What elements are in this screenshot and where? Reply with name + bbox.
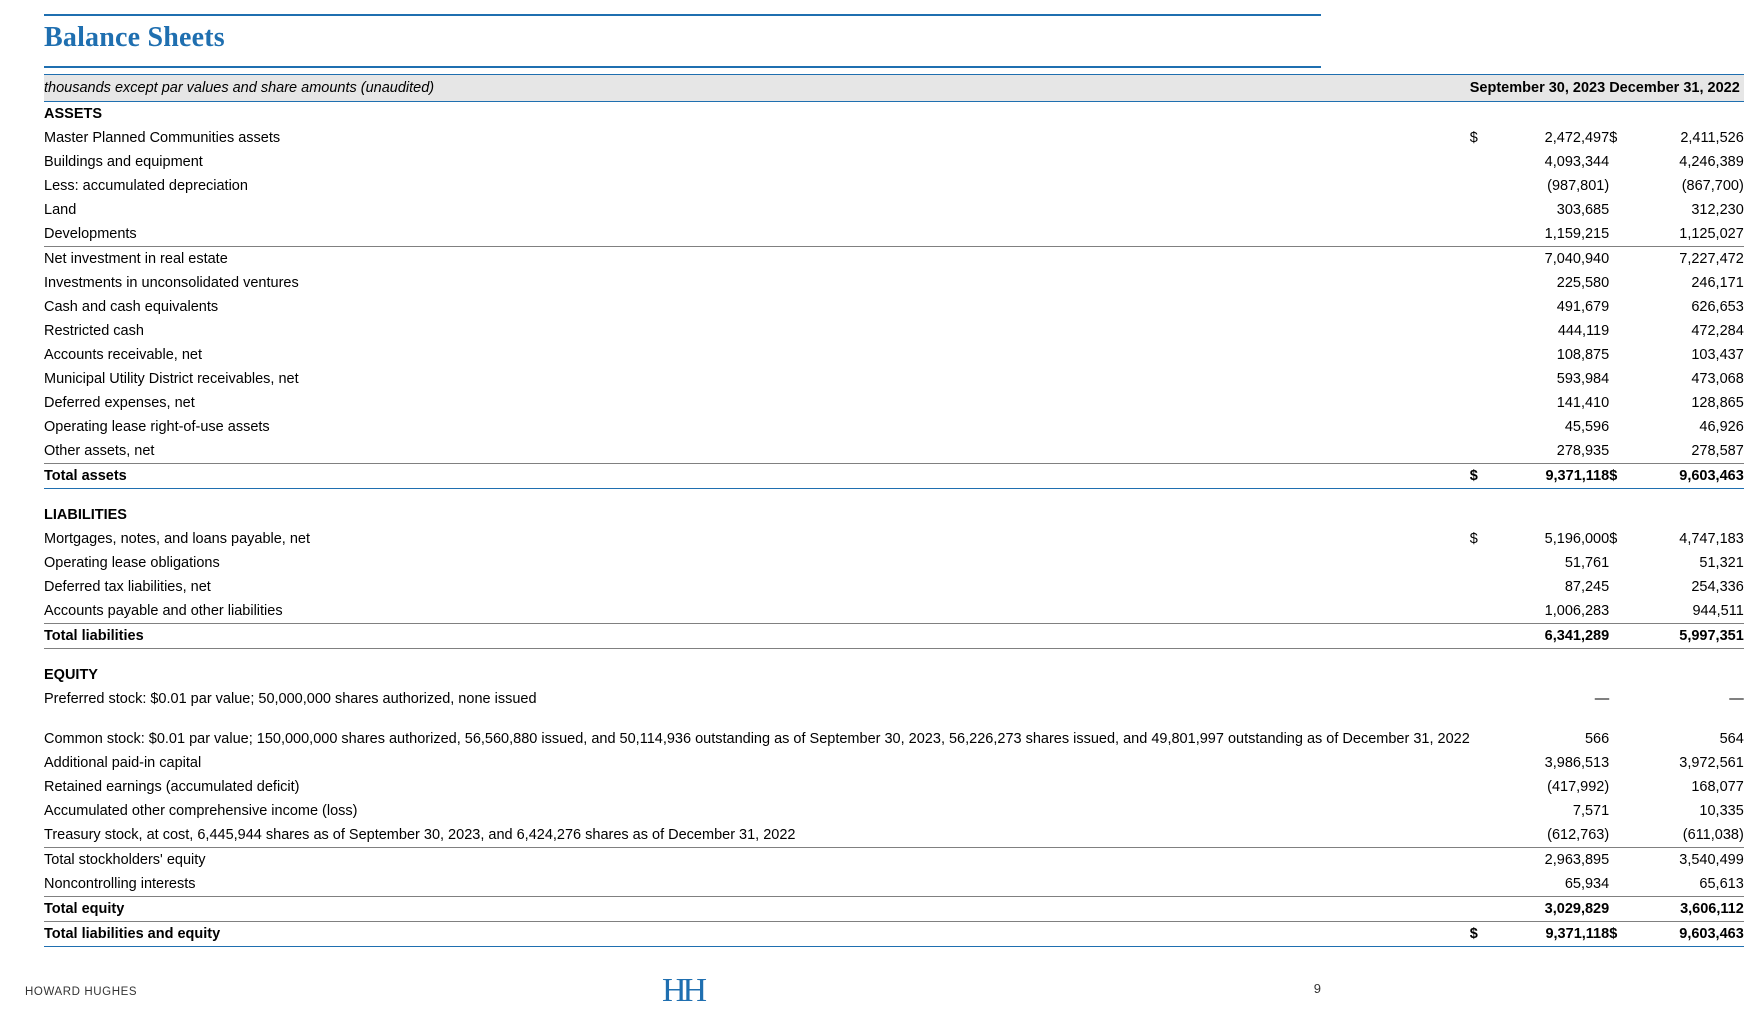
table-row xyxy=(44,823,1744,848)
table-row xyxy=(44,439,1744,464)
row-label: Mortgages, notes, and loans payable, net xyxy=(44,531,311,547)
currency-symbol: $ xyxy=(1469,531,1478,547)
value-2023: 491,679 xyxy=(1556,299,1610,315)
row-label: Common stock: $0.01 par value; 150,000,000 shares authorized, 56,560,880 issued, and 50,114,936 outstanding as of September 30, 2023, 56,226,273 shares issued, and 49,801,997 outstanding as of December 31, 2022 xyxy=(44,731,1470,747)
table-row xyxy=(44,751,1744,775)
value-2022: 128,865 xyxy=(1691,395,1744,411)
row-label: Additional paid-in capital xyxy=(44,755,202,771)
currency-symbol: $ xyxy=(1609,464,1633,489)
value-2023: 65,934 xyxy=(1495,872,1610,897)
section-heading-liabilities xyxy=(44,503,1744,527)
table-row xyxy=(44,575,1744,599)
table-row xyxy=(44,551,1744,575)
value-2023: 566 xyxy=(1584,731,1610,747)
value-2022: 1,125,027 xyxy=(1633,222,1744,247)
table-row xyxy=(44,775,1744,799)
table-row xyxy=(44,711,1744,751)
row-label: Total liabilities and equity xyxy=(44,922,1470,947)
table-row xyxy=(44,415,1744,439)
value-2023: (987,801) xyxy=(1547,178,1610,194)
currency-symbol: $ xyxy=(1609,531,1618,547)
row-label: Cash and cash equivalents xyxy=(44,299,219,315)
table-row xyxy=(44,295,1744,319)
value-2023: 7,040,940 xyxy=(1544,251,1610,267)
value-2023: (417,992) xyxy=(1547,779,1610,795)
table-row xyxy=(44,222,1744,247)
row-label: Municipal Utility District receivables, net xyxy=(44,371,299,387)
value-2023: — xyxy=(1594,691,1610,707)
row-label: Total assets xyxy=(44,464,1470,489)
row-label: Restricted cash xyxy=(44,323,144,339)
value-2022: (867,700) xyxy=(1681,178,1744,194)
currency-symbol: $ xyxy=(1470,922,1495,947)
spacer-row xyxy=(44,489,1744,504)
top-divider xyxy=(44,14,1321,16)
section-heading-assets xyxy=(44,102,1744,127)
value-2023: 444,119 xyxy=(1557,323,1610,339)
row-label: Deferred tax liabilities, net xyxy=(44,579,211,595)
table-row xyxy=(44,527,1744,551)
value-2022: 46,926 xyxy=(1699,419,1744,435)
footer-company-name: HOWARD HUGHES xyxy=(25,986,138,998)
value-2022: 626,653 xyxy=(1691,299,1744,315)
total-liabilities-equity-row xyxy=(44,922,1744,947)
row-label: Operating lease obligations xyxy=(44,555,220,571)
currency-symbol: $ xyxy=(1469,130,1478,146)
value-2022: 472,284 xyxy=(1691,323,1744,339)
value-2023: 225,580 xyxy=(1556,275,1610,291)
table-row xyxy=(44,848,1744,873)
value-2022: — xyxy=(1729,691,1744,707)
value-2022: 9,603,463 xyxy=(1633,464,1744,489)
total-liabilities-row xyxy=(44,624,1744,649)
table-subheader: thousands except par values and share amounts (unaudited) xyxy=(44,75,1470,102)
table-row xyxy=(44,271,1744,295)
value-2022: (611,038) xyxy=(1633,823,1744,848)
value-2023: 9,371,118 xyxy=(1495,464,1610,489)
value-2023: 1,159,215 xyxy=(1495,222,1610,247)
row-label: Accounts payable and other liabilities xyxy=(44,599,1470,624)
value-2022: 944,511 xyxy=(1633,599,1744,624)
row-label: Noncontrolling interests xyxy=(44,872,1470,897)
value-2023: 9,371,118 xyxy=(1495,922,1610,947)
currency-symbol: $ xyxy=(1470,464,1495,489)
table-row xyxy=(44,247,1744,272)
column-header-sep-2023: September 30, 2023 xyxy=(1470,75,1609,102)
value-2022: 4,246,389 xyxy=(1679,154,1744,170)
currency-symbol: $ xyxy=(1609,130,1618,146)
value-2022: 4,747,183 xyxy=(1679,531,1744,547)
balance-sheet-table xyxy=(44,74,1744,947)
column-header-dec-2022: December 31, 2022 xyxy=(1609,75,1744,102)
row-label: Treasury stock, at cost, 6,445,944 shares as of September 30, 2023, and 6,424,276 shares as of December 31, 2022 xyxy=(44,823,1470,848)
howard-hughes-logo-icon: HH xyxy=(661,972,704,1009)
table-row xyxy=(44,367,1744,391)
row-label: Buildings and equipment xyxy=(44,154,203,170)
total-assets-row xyxy=(44,464,1744,489)
total-equity-row xyxy=(44,897,1744,922)
value-2022: 5,997,351 xyxy=(1633,624,1744,649)
table-row xyxy=(44,319,1744,343)
section-heading-equity xyxy=(44,663,1744,687)
row-label: Developments xyxy=(44,222,1470,247)
value-2022: 278,587 xyxy=(1633,439,1744,464)
row-label: Preferred stock: $0.01 par value; 50,000,000 shares authorized, none issued xyxy=(44,691,537,707)
value-2023: 3,986,513 xyxy=(1544,755,1610,771)
row-label: Retained earnings (accumulated deficit) xyxy=(44,779,300,795)
value-2022: 3,540,499 xyxy=(1679,852,1744,868)
value-2023: 2,472,497 xyxy=(1544,130,1610,146)
value-2022: 103,437 xyxy=(1691,347,1744,363)
row-label: Operating lease right-of-use assets xyxy=(44,419,270,435)
table-row xyxy=(44,343,1744,367)
row-label: Total stockholders' equity xyxy=(44,852,206,868)
value-2022: 473,068 xyxy=(1691,371,1744,387)
table-row xyxy=(44,872,1744,897)
table-row xyxy=(44,799,1744,823)
value-2023: 593,984 xyxy=(1556,371,1610,387)
value-2022: 9,603,463 xyxy=(1633,922,1744,947)
value-2023: 6,341,289 xyxy=(1495,624,1610,649)
value-2022: 312,230 xyxy=(1691,202,1744,218)
value-2022: 564 xyxy=(1719,731,1744,747)
value-2023: 2,963,895 xyxy=(1544,852,1610,868)
assets-heading: ASSETS xyxy=(44,106,103,122)
row-label: Total equity xyxy=(44,897,1470,922)
row-label: Land xyxy=(44,202,77,218)
row-label: Master Planned Communities assets xyxy=(44,130,281,146)
table-header-row xyxy=(44,75,1744,102)
value-2023: 51,761 xyxy=(1564,555,1610,571)
value-2023: 1,006,283 xyxy=(1495,599,1610,624)
table-row xyxy=(44,198,1744,222)
title-divider xyxy=(44,66,1321,68)
value-2023: (612,763) xyxy=(1495,823,1610,848)
liabilities-heading: LIABILITIES xyxy=(44,507,127,523)
equity-heading: EQUITY xyxy=(44,667,98,683)
row-label: Investments in unconsolidated ventures xyxy=(44,275,299,291)
row-label: Total liabilities xyxy=(44,624,1470,649)
row-label: Accumulated other comprehensive income (loss) xyxy=(44,803,358,819)
value-2022: 2,411,526 xyxy=(1680,130,1744,146)
currency-symbol: $ xyxy=(1609,922,1633,947)
value-2023: 5,196,000 xyxy=(1544,531,1610,547)
row-label: Accounts receivable, net xyxy=(44,347,202,363)
page-title: Balance Sheets xyxy=(44,22,225,53)
value-2022: 10,335 xyxy=(1699,803,1744,819)
table-row xyxy=(44,687,1744,711)
value-2023: 141,410 xyxy=(1556,395,1610,411)
spacer-row xyxy=(44,649,1744,664)
value-2023: 87,245 xyxy=(1564,579,1610,595)
value-2023: 108,875 xyxy=(1556,347,1610,363)
value-2023: 303,685 xyxy=(1556,202,1610,218)
value-2022: 3,972,561 xyxy=(1679,755,1744,771)
page-number: 9 xyxy=(1313,981,1321,996)
value-2023: 4,093,344 xyxy=(1544,154,1610,170)
row-label: Net investment in real estate xyxy=(44,251,228,267)
value-2023: 3,029,829 xyxy=(1495,897,1610,922)
value-2022: 168,077 xyxy=(1691,779,1744,795)
table-row xyxy=(44,391,1744,415)
table-row xyxy=(44,150,1744,174)
row-label: Less: accumulated depreciation xyxy=(44,178,248,194)
value-2023: 45,596 xyxy=(1564,419,1610,435)
table-row xyxy=(44,174,1744,198)
row-label: Deferred expenses, net xyxy=(44,395,195,411)
value-2022: 254,336 xyxy=(1691,579,1744,595)
value-2022: 7,227,472 xyxy=(1679,251,1744,267)
value-2022: 51,321 xyxy=(1699,555,1744,571)
value-2023: 278,935 xyxy=(1495,439,1610,464)
row-label: Other assets, net xyxy=(44,439,1470,464)
value-2023: 7,571 xyxy=(1572,803,1610,819)
table-row xyxy=(44,599,1744,624)
value-2022: 3,606,112 xyxy=(1633,897,1744,922)
value-2022: 246,171 xyxy=(1691,275,1744,291)
value-2022: 65,613 xyxy=(1633,872,1744,897)
table-row xyxy=(44,126,1744,150)
